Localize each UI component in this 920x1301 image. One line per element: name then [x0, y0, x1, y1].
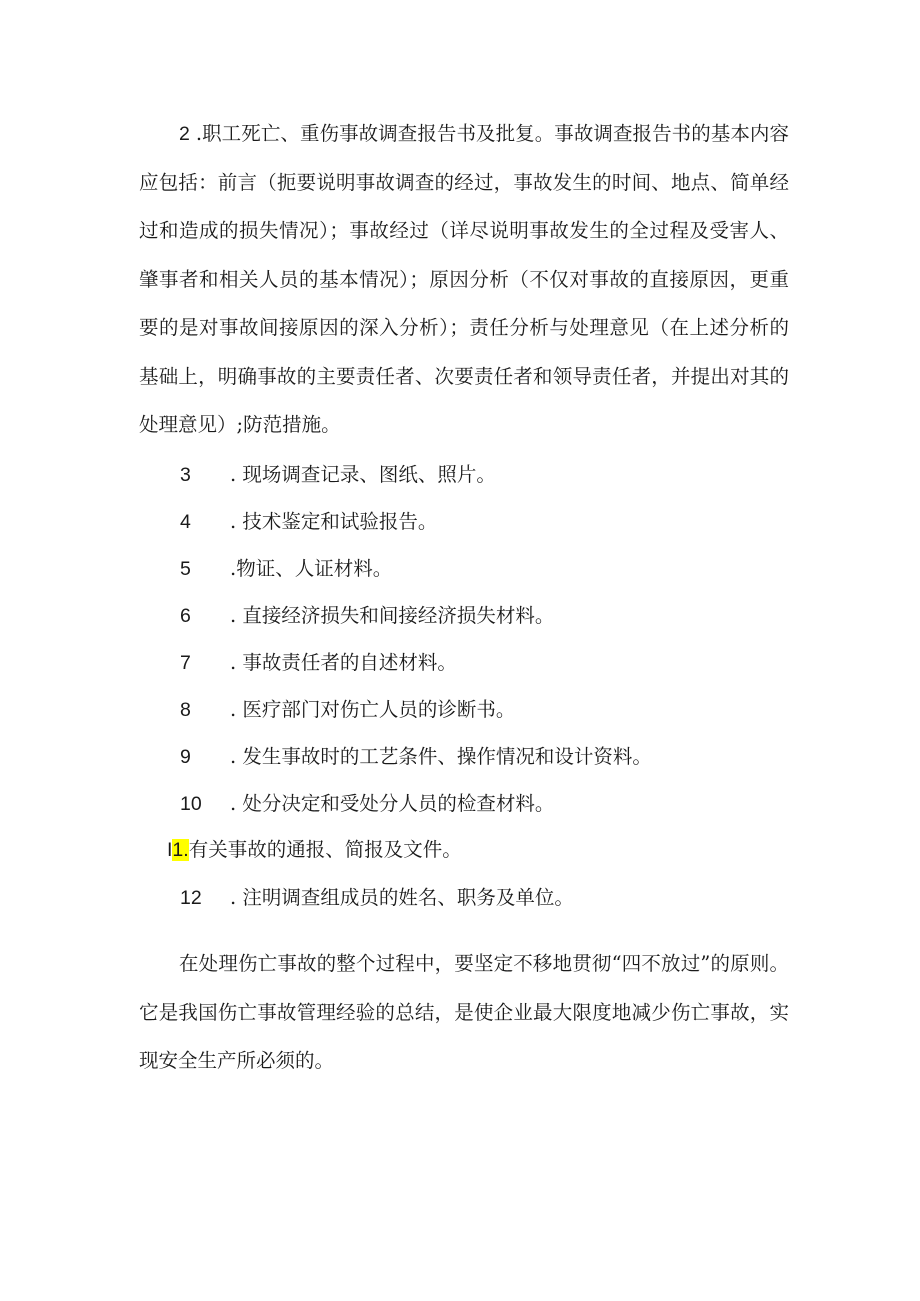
list-item-text: .物证、人证材料。 [230, 557, 393, 580]
list-item-11 [167, 834, 462, 866]
list-item-number: 12 [180, 887, 202, 909]
list-item-8 [180, 694, 515, 726]
list-item-6 [180, 600, 554, 632]
list-item-number: 7 [180, 652, 191, 674]
list-item-number: 9 [180, 746, 191, 768]
list-item-12 [180, 882, 574, 914]
list-item-11-prefix: I [167, 839, 173, 861]
list-item-5 [180, 553, 392, 585]
list-item-7 [180, 647, 457, 679]
list-item-text: . 事故责任者的自述材料。 [230, 651, 457, 674]
list-item-number: 10 [180, 793, 202, 815]
closing-paragraph: 在处理伤亡事故的整个过程中，要坚定不移地贯彻“四不放过”的原则。它是我国伤亡事故管理经验的总结，是使企业最大限度地减少伤亡事故，实现安全生产所必须的。 [139, 952, 789, 1072]
list-item-text: . 现场调查记录、图纸、照片。 [230, 463, 496, 486]
list-item-3 [180, 459, 496, 491]
list-item-number: 8 [180, 699, 191, 721]
list-item-text: . 注明调查组成员的姓名、职务及单位。 [230, 886, 574, 909]
item-2-text: .职工死亡、重伤事故调查报告书及批复。事故调查报告书的基本内容应包括：前言（扼要说明事故调查的经过，事故发生的时间、地点、简单经过和造成的损失情况）；事故经过（详尽说明事故发生的全过程及受害人、肇事者和相关人员的基本情况）；原因分析（不仅对事故的直接原因，更重要的是对事故间接原因的深入分析）；责任分析与处理意见（在上述分析的基础上，明确事故的主要责任者、次要责任者和领导责任者，并提出对其的处理意见）;防范措施。 [139, 122, 789, 436]
list-item-text: . 医疗部门对伤亡人员的诊断书。 [230, 698, 516, 721]
list-item-number: 4 [180, 511, 191, 533]
list-item-11-highlighted-number: 1. [172, 839, 189, 861]
list-item-number: 3 [180, 464, 191, 486]
list-item-text: . 处分决定和受处分人员的检查材料。 [230, 792, 555, 815]
list-item-11-text: 有关事故的通报、简报及文件。 [188, 838, 462, 861]
list-item-text: . 技术鉴定和试验报告。 [230, 510, 438, 533]
list-item-text: . 发生事故时的工艺条件、操作情况和设计资料。 [230, 745, 652, 768]
list-item-4 [180, 506, 437, 538]
item-2-number: 2 [179, 123, 190, 145]
list-item-10 [180, 788, 554, 820]
item-2-paragraph [139, 110, 789, 450]
list-item-number: 6 [180, 605, 191, 627]
list-item-9 [180, 741, 652, 773]
list-item-number: 5 [180, 558, 191, 580]
list-item-text: . 直接经济损失和间接经济损失材料。 [230, 604, 555, 627]
